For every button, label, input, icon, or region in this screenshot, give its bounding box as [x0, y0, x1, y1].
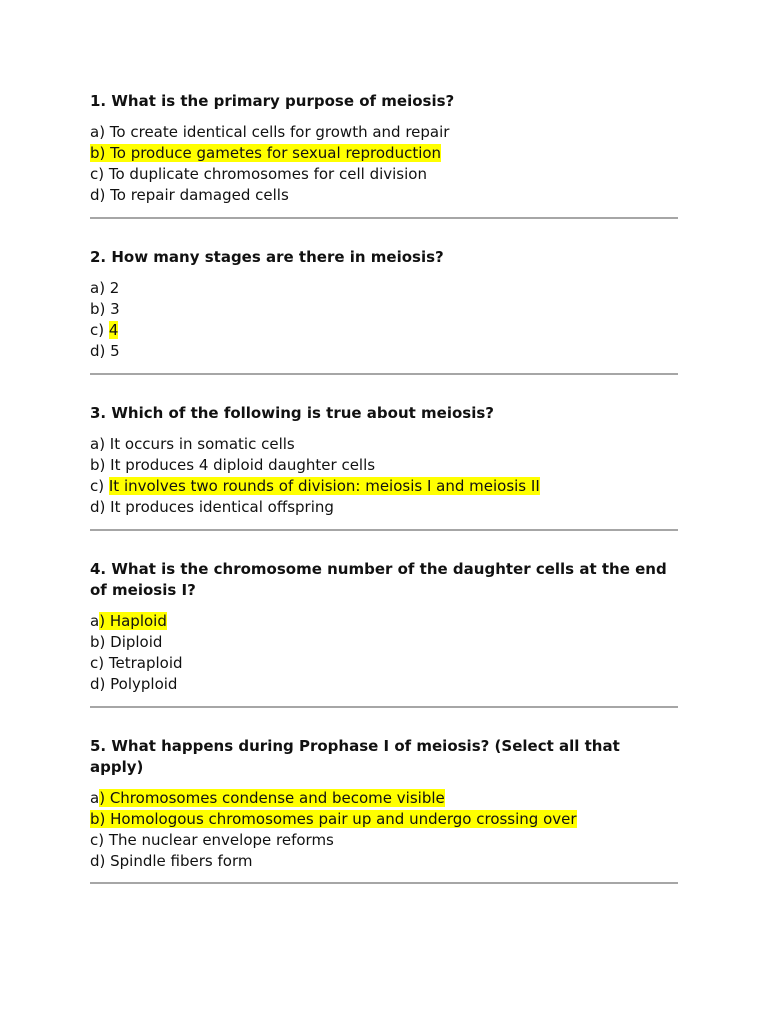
answer-option: [90, 476, 678, 497]
answer-option: [90, 632, 678, 653]
question-block-4: [90, 559, 678, 695]
option-prefix: c): [90, 477, 109, 495]
answer-option: [90, 299, 678, 320]
answer-option: [90, 434, 678, 455]
option-text: b) 3: [90, 300, 120, 318]
option-text: d) It produces identical offspring: [90, 498, 334, 516]
option-text: a) 2: [90, 279, 120, 297]
answer-option: [90, 164, 678, 185]
question-text: 4. What is the chromosome number of the daughter cells at the end of meiosis I?: [90, 560, 667, 599]
option-highlight: b) To produce gametes for sexual reproduction: [90, 144, 442, 162]
question-block-1: [90, 91, 678, 206]
answer-option: [90, 278, 678, 299]
option-highlight: ) Haploid: [99, 612, 167, 630]
answer-option: [90, 143, 678, 164]
option-highlight: 4: [108, 321, 119, 339]
option-prefix: a: [90, 612, 100, 630]
option-text: d) Spindle fibers form: [90, 852, 253, 870]
option-prefix: a: [90, 789, 100, 807]
question-block-3: [90, 403, 678, 518]
option-text: a) It occurs in somatic cells: [90, 435, 295, 453]
answer-option: [90, 455, 678, 476]
option-highlight: ) Chromosomes condense and become visible: [99, 789, 445, 807]
option-text: d) 5: [90, 342, 120, 360]
divider: [90, 217, 678, 219]
option-highlight: b) Homologous chromosomes pair up and undergo crossing over: [90, 810, 577, 828]
answer-option: [90, 320, 678, 341]
answer-option: [90, 830, 678, 851]
answer-option: [90, 341, 678, 362]
divider: [90, 529, 678, 531]
answer-option: [90, 674, 678, 695]
answer-option: [90, 653, 678, 674]
option-text: d) To repair damaged cells: [90, 186, 289, 204]
answer-option: [90, 122, 678, 143]
option-text: c) To duplicate chromosomes for cell division: [90, 165, 427, 183]
answer-option: [90, 497, 678, 518]
question-block-5: [90, 736, 678, 872]
answer-option: [90, 185, 678, 206]
option-text: c) The nuclear envelope reforms: [90, 831, 334, 849]
option-text: a) To create identical cells for growth and repair: [90, 123, 450, 141]
question-text: 3. Which of the following is true about meiosis?: [90, 404, 494, 422]
question-text: 5. What happens during Prophase I of meiosis? (Select all that apply): [90, 737, 620, 776]
divider: [90, 882, 678, 884]
option-prefix: c): [90, 321, 109, 339]
divider: [90, 373, 678, 375]
option-text: b) It produces 4 diploid daughter cells: [90, 456, 376, 474]
option-text: c) Tetraploid: [90, 654, 183, 672]
question-block-2: [90, 247, 678, 362]
option-highlight: It involves two rounds of division: meiosis I and meiosis II: [108, 477, 540, 495]
answer-option: [90, 611, 678, 632]
question-text: 2. How many stages are there in meiosis?: [90, 248, 444, 266]
option-text: b) Diploid: [90, 633, 163, 651]
answer-option: [90, 809, 678, 830]
option-text: d) Polyploid: [90, 675, 178, 693]
divider: [90, 706, 678, 708]
question-text: 1. What is the primary purpose of meiosis?: [90, 92, 455, 110]
answer-option: [90, 851, 678, 872]
answer-option: [90, 788, 678, 809]
